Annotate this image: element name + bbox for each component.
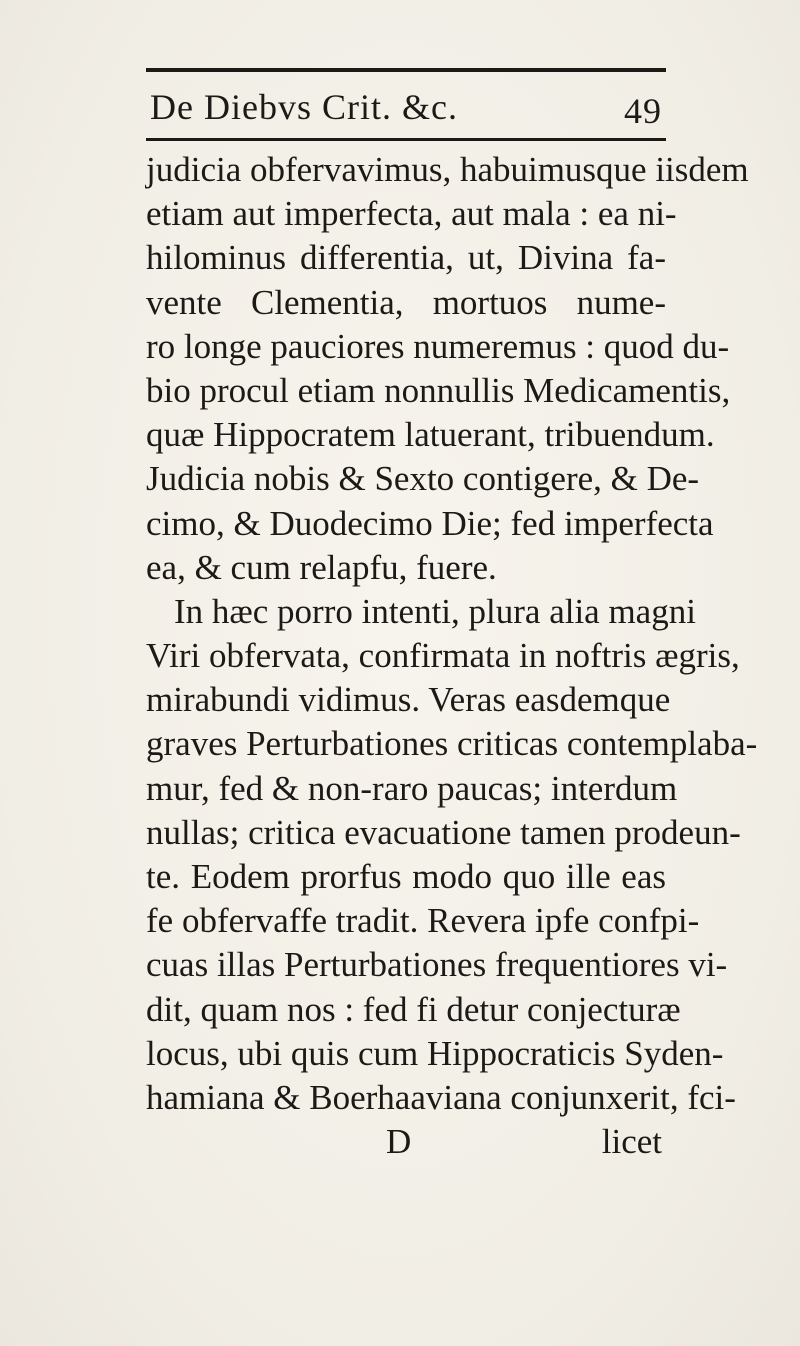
text-line: cuas illas Perturbationes frequentiores vi- xyxy=(146,945,728,985)
page-footer xyxy=(146,1120,666,1164)
text-line: judicia obfervavimus, habuimusque iisdem xyxy=(146,150,749,189)
text-line: ro longe pauciores numeremus : quod du- xyxy=(146,326,730,366)
text-line: vente Clementia, mortuos nume- xyxy=(146,282,666,322)
text-line: bio procul etiam nonnullis Medicamentis, xyxy=(146,370,731,410)
header-rule-top xyxy=(146,68,666,72)
text-line: fe obfervaffe tradit. Revera ipfe confpi- xyxy=(146,901,700,941)
text-line: etiam aut imperfecta, aut mala : ea ni- xyxy=(146,194,677,234)
page-number: 49 xyxy=(624,91,662,131)
body-text xyxy=(146,148,758,1164)
running-title: De Diebvs Crit. &c. xyxy=(150,87,458,127)
text-line: locus, ubi quis cum Hippocraticis Syden- xyxy=(146,1033,724,1073)
text-line: nullas; critica evacuatione tamen prodeun- xyxy=(146,812,741,852)
catchword: licet xyxy=(601,1122,662,1162)
text-line: te. Eodem prorfus modo quo ille eas xyxy=(146,857,666,896)
signature-mark: D xyxy=(386,1122,412,1162)
text-line: hamiana & Boerhaaviana conjunxerit, fci- xyxy=(146,1077,736,1117)
header-rule-bottom xyxy=(146,138,666,141)
text-line: quæ Hippocratem latuerant, tribuendum. xyxy=(146,415,715,455)
text-line: In hæc porro intenti, plura alia magni xyxy=(174,591,696,631)
text-line: Viri obfervata, confirmata in noftris ægris, xyxy=(146,636,740,676)
text-line: dit, quam nos : fed fi detur conjecturæ xyxy=(146,989,681,1029)
text-line: ea, & cum relapfu, fuere. xyxy=(146,547,497,587)
text-line: Judicia nobis & Sexto contigere, & De- xyxy=(146,459,700,499)
text-line: mirabundi vidimus. Veras easdemque xyxy=(146,680,671,720)
text-line: graves Perturbationes criticas contemplaba- xyxy=(146,724,758,764)
text-line: mur, fed & non-raro paucas; interdum xyxy=(146,768,678,808)
text-line: hilominus differentia, ut, Divina fa- xyxy=(146,238,666,278)
text-line: cimo, & Duodecimo Die; fed imperfecta xyxy=(146,503,714,543)
running-head xyxy=(146,80,666,132)
